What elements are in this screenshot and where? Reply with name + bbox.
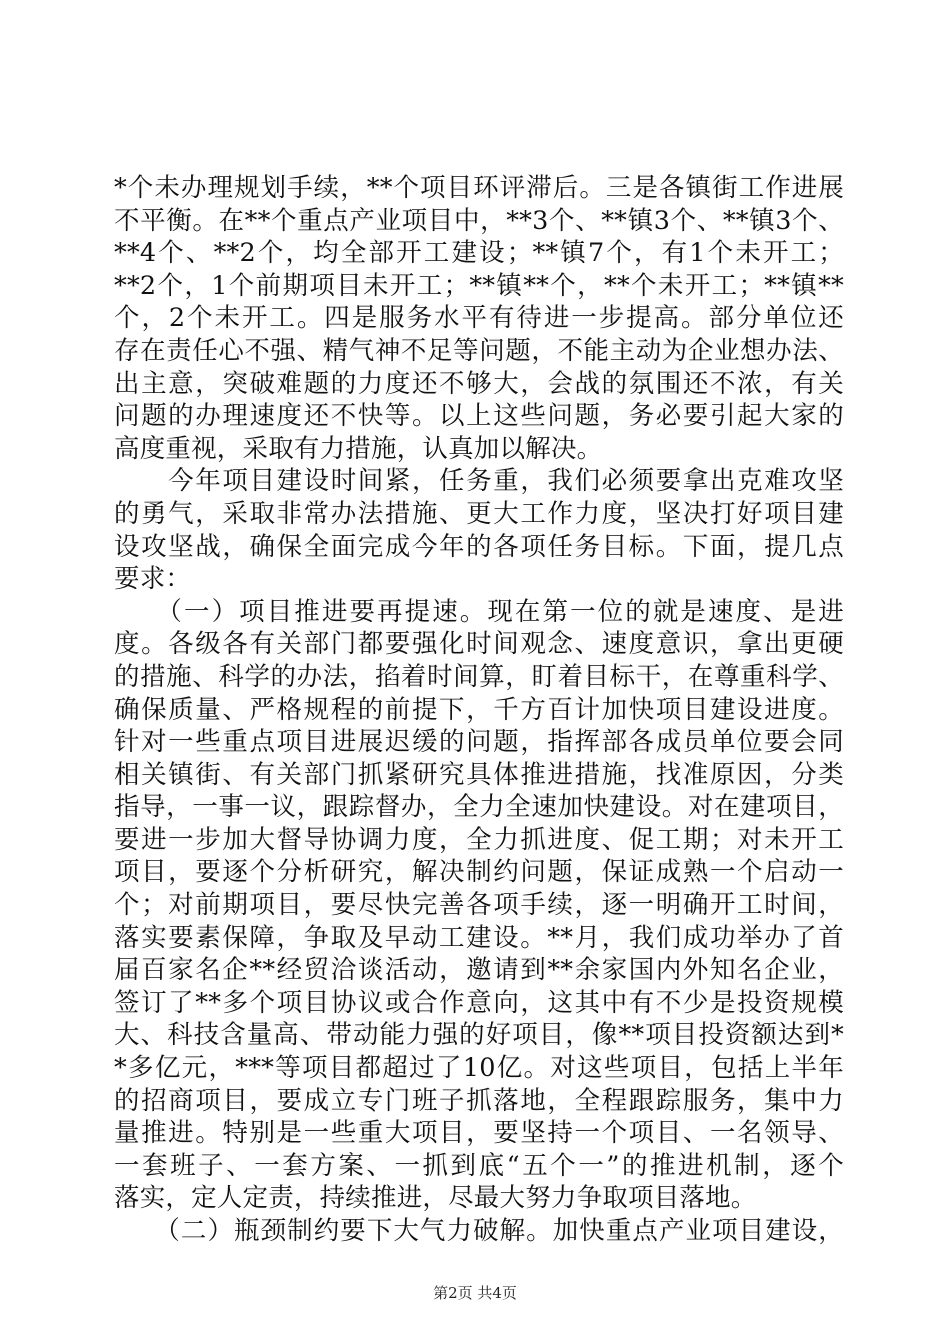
text-line: （一）项目推进要再提速。现在第一位的就是速度、是进 <box>114 596 844 627</box>
text-line: 届百家名企**经贸洽谈活动，邀请到**余家国内外知名企业， <box>114 955 844 986</box>
text-line: 问题的办理速度还不快等。以上这些问题，务必要引起大家的 <box>114 401 844 432</box>
text-line: 确保质量、严格规程的前提下，千方百计加快项目建设进度。 <box>114 694 844 725</box>
text-line: 不平衡。在**个重点产业项目中，**3个、**镇3个、**镇3个、 <box>114 205 844 236</box>
text-line: **2个，1个前期项目未开工；**镇**个，**个未开工；**镇** <box>114 270 844 301</box>
text-line: 出主意，突破难题的力度还不够大，会战的氛围还不浓，有关 <box>114 368 844 399</box>
text-line: *个未办理规划手续，**个项目环评滞后。三是各镇街工作进展 <box>114 173 844 203</box>
text-line: 针对一些重点项目进展迟缓的问题，指挥部各成员单位要会同 <box>114 727 844 758</box>
text-line: *多亿元，***等项目都超过了10亿。对这些项目，包括上半年 <box>114 1053 844 1084</box>
text-line: 指导，一事一议，跟踪督办，全力全速加快建设。对在建项目， <box>114 792 844 823</box>
text-line: 设攻坚战，确保全面完成今年的各项任务目标。下面，提几点 <box>114 531 844 562</box>
text-line: 项目，要逐个分析研究，解决制约问题，保证成熟一个启动一 <box>114 857 844 888</box>
text-line: 度。各级各有关部门都要强化时间观念、速度意识，拿出更硬 <box>114 629 844 660</box>
text-line: 落实要素保障，争取及早动工建设。**月，我们成功举办了首 <box>114 922 844 953</box>
text-line: 存在责任心不强、精气神不足等问题，不能主动为企业想办法、 <box>114 335 844 366</box>
text-line: 个，2个未开工。四是服务水平有待进一步提高。部分单位还 <box>114 303 844 334</box>
page-footer: 第2页 共4页 <box>433 1284 517 1302</box>
text-line: 相关镇街、有关部门抓紧研究具体推进措施，找准原因，分类 <box>114 759 844 790</box>
text-line: 的措施、科学的办法，掐着时间算，盯着目标干，在尊重科学、 <box>114 661 844 692</box>
text-line: 要求： <box>114 564 192 595</box>
text-line: 签订了**多个项目协议或合作意向，这其中有不少是投资规模 <box>114 987 844 1018</box>
text-line: 落实，定人定责，持续推进，尽最大努力争取项目落地。 <box>114 1183 757 1214</box>
text-line: 高度重视，采取有力措施，认真加以解决。 <box>114 433 603 464</box>
text-line: 量推进。特别是一些重大项目，要坚持一个项目、一名领导、 <box>114 1118 844 1149</box>
text-line: （二）瓶颈制约要下大气力破解。加快重点产业项目建设， <box>114 1216 844 1246</box>
text-line: **4个、**2个，均全部开工建设；**镇7个，有1个未开工； <box>114 238 844 269</box>
text-line: 的招商项目，要成立专门班子抓落地，全程跟踪服务，集中力 <box>114 1085 844 1116</box>
text-line: 要进一步加大督导协调力度，全力抓进度、促工期；对未开工 <box>114 824 844 855</box>
document-body <box>114 172 844 1248</box>
text-line: 今年项目建设时间紧，任务重，我们必须要拿出克难攻坚 <box>114 466 844 497</box>
text-line: 个；对前期项目，要尽快完善各项手续，逐一明确开工时间， <box>114 890 844 921</box>
text-line: 一套班子、一套方案、一抓到底“五个一”的推进机制，逐个 <box>114 1150 844 1181</box>
text-line: 的勇气，采取非常办法措施、更大工作力度，坚决打好项目建 <box>114 498 844 529</box>
text-line: 大、科技含量高、带动能力强的好项目，像**项目投资额达到* <box>114 1020 844 1051</box>
